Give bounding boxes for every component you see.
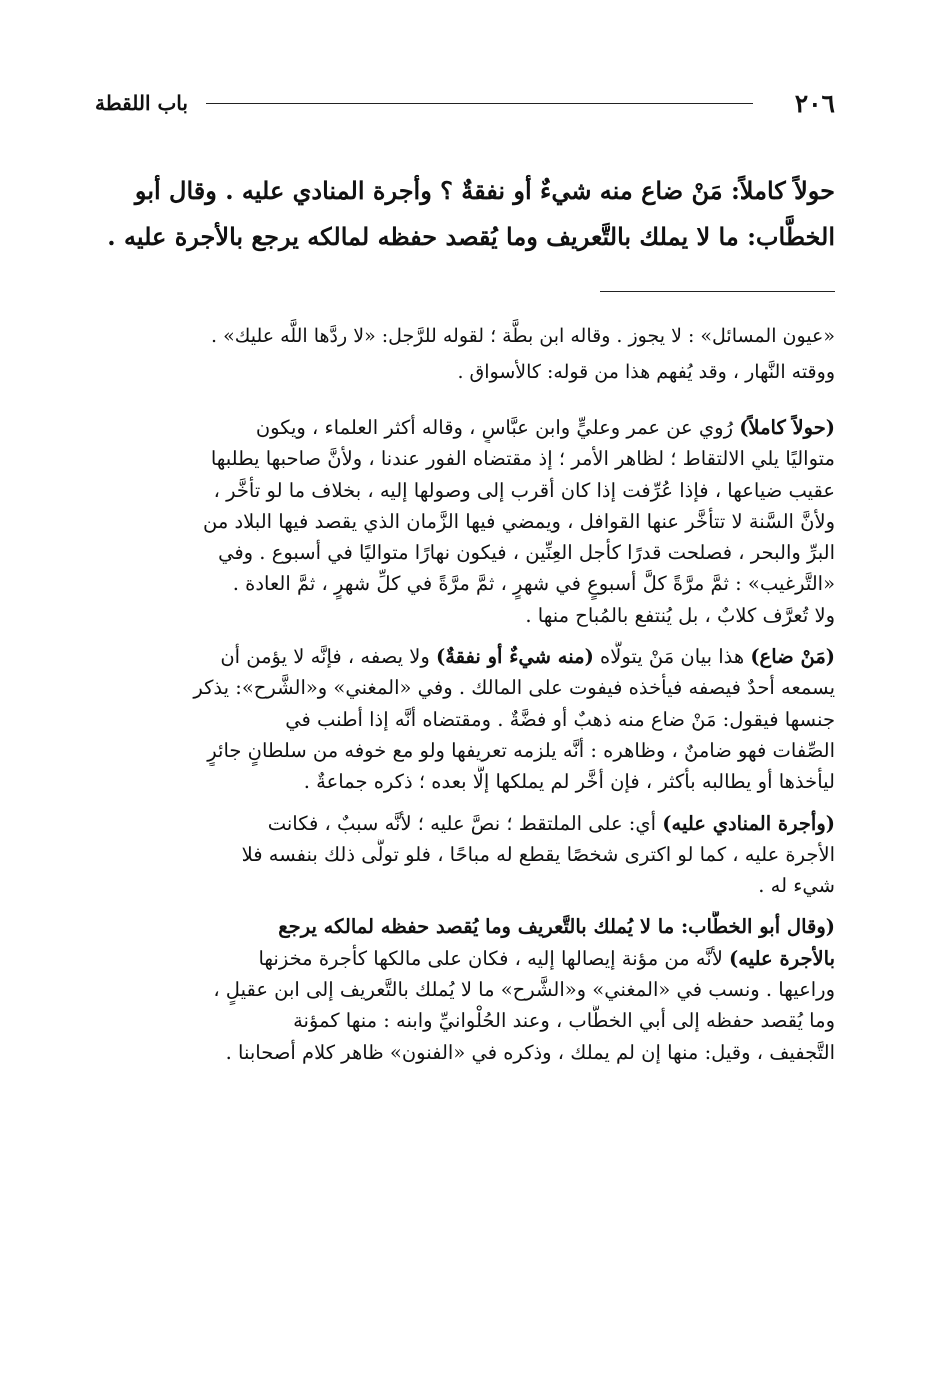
commentary-text: ولا يصفه ، فإنَّه لا يؤمن أن [220, 645, 436, 669]
page-header [95, 86, 835, 120]
commentary-line: شيء له . [758, 874, 835, 898]
commentary-line [95, 808, 835, 839]
commentary-text: أي: على الملتقط ؛ نصَّ عليه ؛ لأنَّه سببٌ ، فكانت [267, 811, 663, 835]
main-text-line: حولاً كاملاً: مَنْ ضاع منه شيءٌ أو نفقةٌ ؟ وأجرة المنادي عليه . وقال أبو [134, 176, 835, 205]
commentary-line: الصِّفات فهو ضامنٌ ، وظاهره : أنَّه يلزمه تعريفها ولو مع خوفه من سلطانٍ جائرٍ [207, 738, 835, 762]
commentary-line: وراعيها . ونسب في «المغني» و«الشَّرح» ما لا يُملك بالتَّعريف إلى ابن عقيلٍ ، [213, 978, 835, 1002]
commentary-paragraph [95, 911, 835, 1067]
commentary-line: وما يُقصد حفظه إلى أبي الخطَّاب ، وعند الحُلْوانيِّ وابنه : منها كمؤنة [293, 1009, 835, 1033]
commentary-line: عقيب ضياعها ، فإذا عُرِّفت إذا كان أقرب إلى وصولها إليه ، بخلاف ما لو تأخَّر ، [213, 478, 835, 502]
lemma: (منه شيءٌ أو نفقةٌ) [436, 645, 594, 669]
commentary-line: يسمعه أحدٌ فيصفه فيأخذه فيفوت على المالك . وفي «المغني» و«الشَّرح»: يذكر [193, 676, 835, 700]
commentary-line: ولأنَّ السَّنة لا تتأخَّر عنها القوافل ، ويمضي فيها الزَّمان الذي يقصد فيها البلاد من [203, 509, 835, 533]
commentary-paragraph [95, 412, 835, 631]
commentary-line: ليأخذها أو يطالبه بأكثر ، فإن أخَّر لم يملكها إلَّا بعده ؛ ذكره جماعةٌ . [303, 770, 835, 794]
commentary-paragraph [95, 641, 835, 797]
lemma: (حولاً كاملاً) [739, 416, 835, 439]
commentary-line: ولا تُعرَّف كلابٌ ، بل يُنتفع بالمُباح منها . [525, 603, 835, 627]
commentary [95, 412, 835, 1078]
commentary-line [95, 412, 835, 443]
commentary-text: هذا بيان مَنْ يتولَّاه [593, 645, 751, 669]
commentary-line [95, 641, 835, 672]
lemma: بالأجرة عليه) [729, 946, 835, 970]
footnote-line: «عيون المسائل» : لا يجوز . وقاله ابن بطَّة ؛ لقوله للرَّجل: «لا ردَّها اللَّه عليك» . [211, 325, 835, 347]
footnote-line: ووقته النَّهار ، وقد يُفهم هذا من قوله: كالأسواق . [457, 361, 835, 383]
main-text [95, 168, 835, 260]
commentary-line: الأجرة عليه ، كما لو اكترى شخصًا يقطع له مباحًا ، فلو تولَّى ذلك بنفسه فلا [241, 842, 835, 866]
commentary-line: البرِّ والبحر ، فصلحت قدرًا كأجل العِنِّين ، فيكون نهارًا متواليًا في أسبوع . وفي [218, 541, 835, 565]
commentary-line: «التَّرغيب» : ثمَّ مرَّةً كلَّ أسبوعٍ في شهرٍ ، ثمَّ مرَّةً في كلِّ شهرٍ ، ثمَّ العادة . [232, 572, 835, 596]
main-text-line: الخطَّاب: ما لا يملك بالتَّعريف وما يُقصد حفظه لمالكه يرجع بالأجرة عليه . [107, 222, 835, 251]
chapter-title: باب اللقطة [95, 91, 188, 115]
footnote-divider [600, 291, 835, 292]
header-rule [206, 103, 753, 104]
commentary-line: متواليًا يلي الالتقاط ؛ لظاهر الأمر ؛ إذ مقتضاه الفور عندنا ، ولأنَّ صاحبها يطلبها [210, 447, 835, 471]
lemma: (وقال أبو الخطَّاب: ما لا يُملك بالتَّعريف وما يُقصد حفظه لمالكه يرجع [278, 915, 835, 939]
commentary-text: رُوي عن عمر وعليٍّ وابن عبَّاسٍ ، وقاله أكثر العلماء ، ويكون [255, 416, 740, 439]
lemma: (مَنْ ضاع) [750, 645, 835, 669]
commentary-line: جنسها فيقول: مَنْ ضاع منه ذهبٌ أو فضَّةٌ . ومقتضاه أنَّه إذا أطنب في [285, 707, 835, 731]
lemma: (وأجرة المنادي عليه) [662, 811, 835, 835]
commentary-paragraph [95, 808, 835, 902]
footnote [95, 318, 835, 390]
commentary-line: التَّجفيف ، وقيل: منها إن لم يملك ، وذكره في «الفنون» ظاهر كلام أصحابنا . [225, 1040, 835, 1064]
page-number: ٢٠٦ [794, 88, 835, 118]
commentary-line [95, 943, 835, 974]
commentary-text: لأنَّه من مؤنة إيصالها إليه ، فكان على مالكها كأجرة مخزنها [258, 946, 730, 970]
